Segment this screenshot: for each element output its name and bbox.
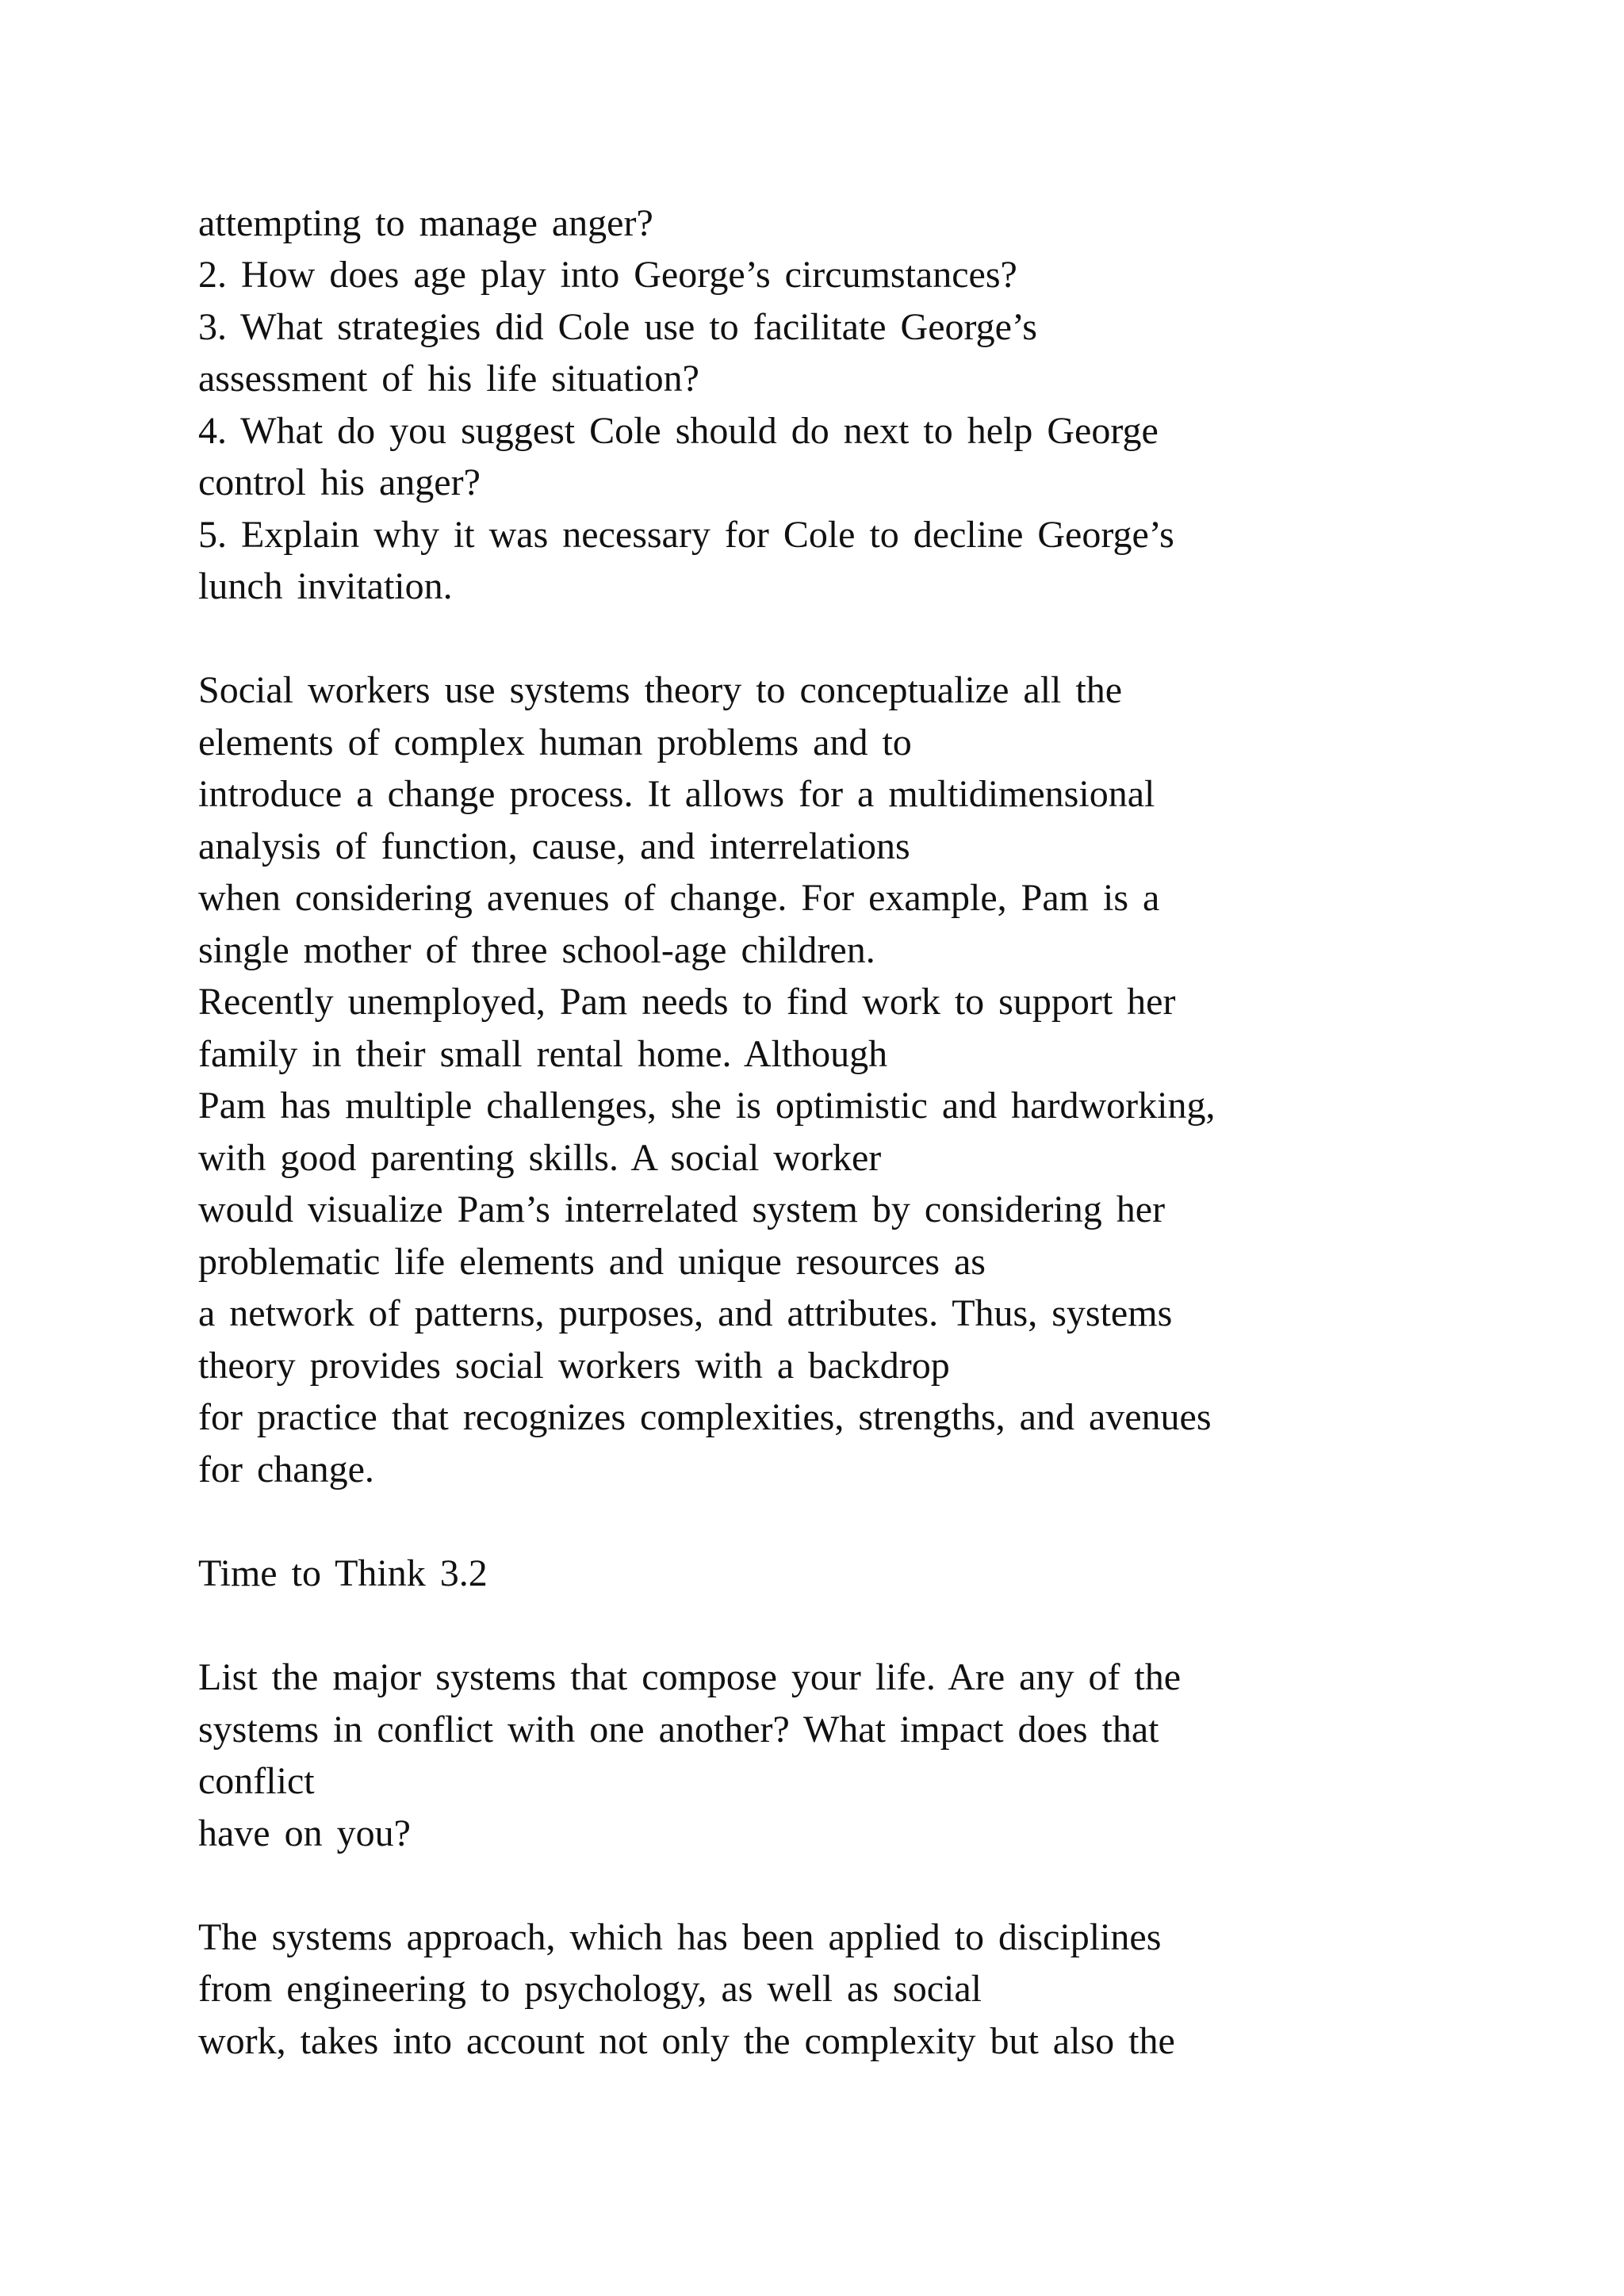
section-heading: Time to Think 3.2 [198, 1552, 488, 1594]
text-line: attempting to manage anger? [198, 202, 653, 244]
text-line: Recently unemployed, Pam needs to find work to support her [198, 981, 1176, 1023]
text-line: 5. Explain why it was necessary for Cole to decline George’s [198, 514, 1174, 556]
text-line: assessment of his life situation? [198, 358, 699, 400]
text-line: control his anger? [198, 461, 481, 503]
text-line: problematic life elements and unique resources as [198, 1241, 986, 1283]
text-line: systems in conflict with one another? What impact does that [198, 1709, 1159, 1751]
text-line: 3. What strategies did Cole use to facilitate George’s [198, 306, 1037, 348]
text-line: 4. What do you suggest Cole should do next to help George [198, 410, 1159, 452]
text-line: List the major systems that compose your life. Are any of the [198, 1656, 1182, 1698]
text-line: have on you? [198, 1812, 411, 1854]
text-line: Pam has multiple challenges, she is optimistic and hardworking, [198, 1085, 1216, 1127]
text-line: The systems approach, which has been applied to disciplines [198, 1916, 1162, 1958]
text-line: Social workers use systems theory to conceptualize all the [198, 669, 1123, 711]
text-line: analysis of function, cause, and interrelations [198, 825, 910, 867]
text-line: for change. [198, 1448, 374, 1490]
text-line: with good parenting skills. A social worker [198, 1137, 882, 1179]
text-line: theory provides social workers with a backdrop [198, 1345, 950, 1387]
text-line: for practice that recognizes complexities, strengths, and avenues [198, 1396, 1212, 1438]
text-line: elements of complex human problems and to [198, 721, 912, 763]
text-line: lunch invitation. [198, 565, 453, 607]
text-line: conflict [198, 1760, 315, 1802]
text-line: introduce a change process. It allows for a multidimensional [198, 773, 1155, 815]
text-line: would visualize Pam’s interrelated system by considering her [198, 1188, 1166, 1230]
text-line: family in their small rental home. Although [198, 1033, 888, 1075]
text-line: work, takes into account not only the complexity but also the [198, 2020, 1175, 2062]
text-line: a network of patterns, purposes, and attributes. Thus, systems [198, 1292, 1173, 1334]
text-line: when considering avenues of change. For example, Pam is a [198, 877, 1160, 919]
text-line: single mother of three school-age children. [198, 929, 875, 971]
text-line: 2. How does age play into George’s circumstances? [198, 254, 1017, 296]
text-line: from engineering to psychology, as well as social [198, 1968, 982, 2010]
